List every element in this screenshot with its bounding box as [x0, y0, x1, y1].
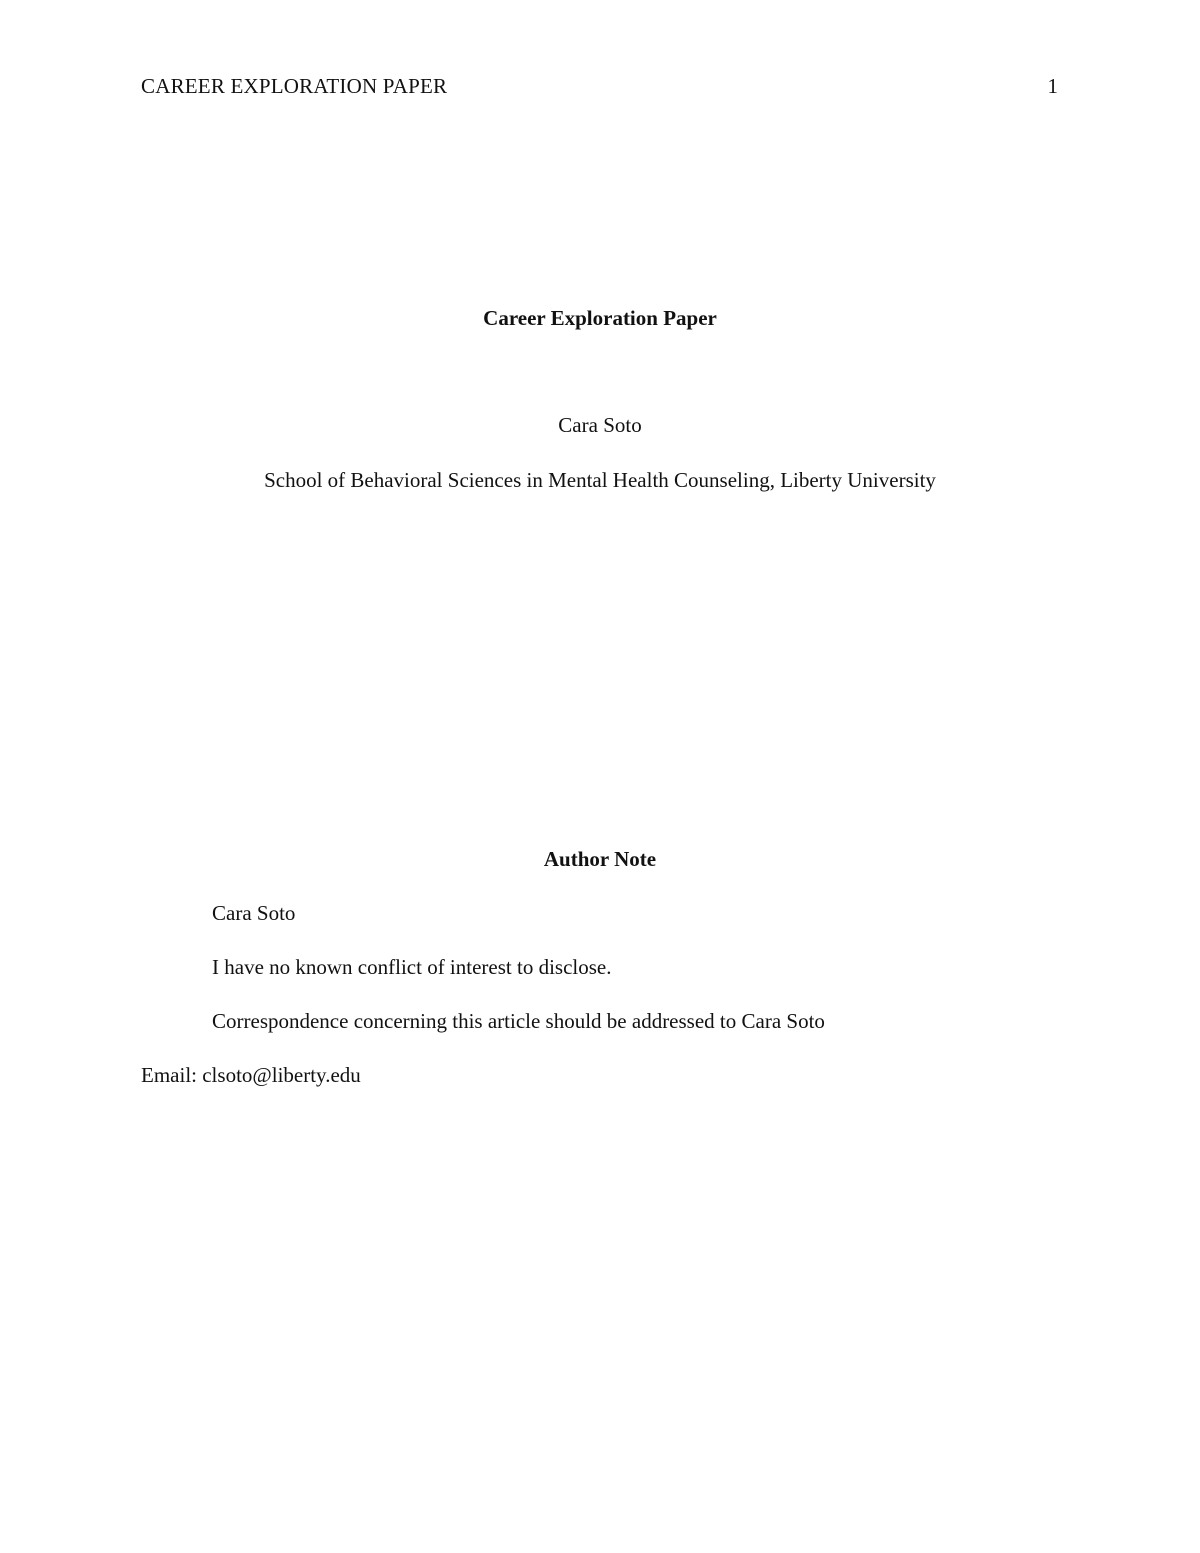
page-number: 1: [1047, 74, 1058, 98]
author-affiliation: School of Behavioral Sciences in Mental Health Counseling, Liberty University: [264, 468, 936, 492]
conflict-statement: I have no known conflict of interest to disclose.: [212, 955, 612, 979]
author-note-heading: Author Note: [543, 847, 657, 871]
contact-email: Email: clsoto@liberty.edu: [141, 1063, 361, 1087]
author-note-name: Cara Soto: [212, 901, 296, 925]
paper-title: Career Exploration Paper: [483, 306, 717, 330]
correspondence-statement: Correspondence concerning this article should be addressed to Cara Soto: [212, 1009, 825, 1033]
author-name: Cara Soto: [558, 413, 642, 437]
running-head: CAREER EXPLORATION PAPER: [141, 74, 448, 98]
